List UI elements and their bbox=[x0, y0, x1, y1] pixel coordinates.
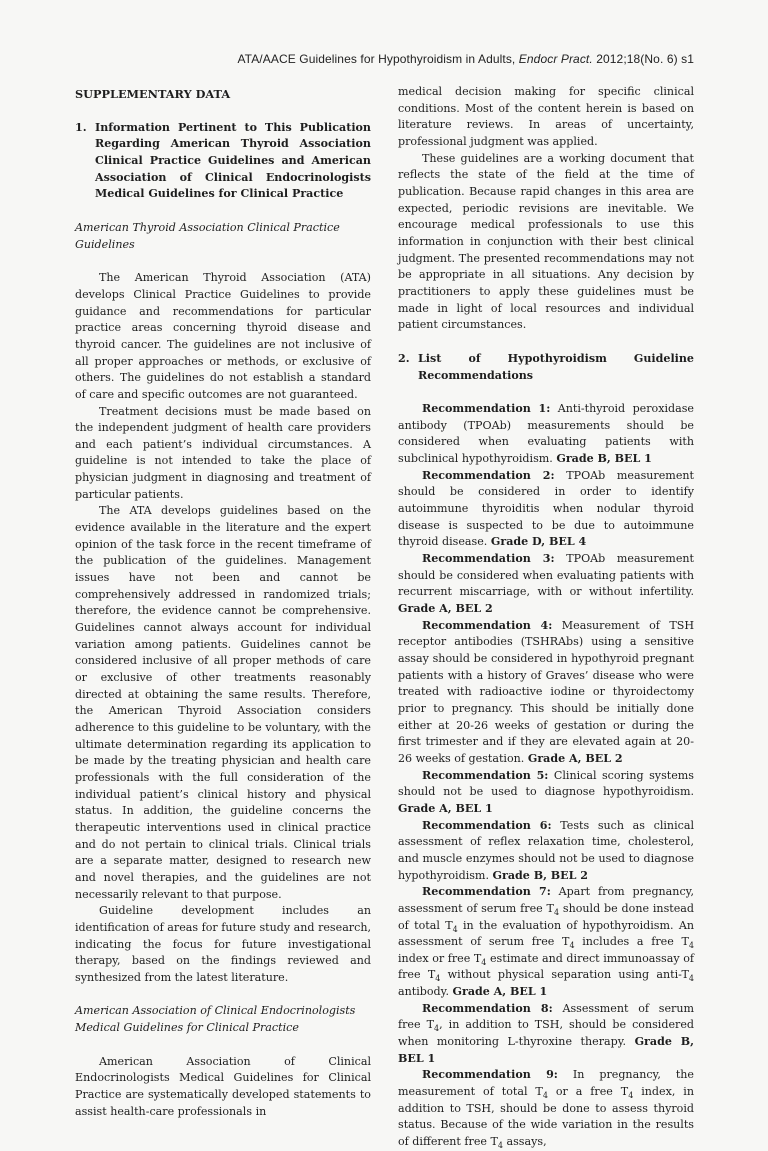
recommendation-label: Recommendation 3: bbox=[422, 552, 555, 566]
continued-paragraph: medical decision making for specific clinical conditions. Most of the content herein is based on literature reviews. In areas of uncertainty, professional judgment was applied. bbox=[398, 85, 694, 148]
recommendation-text: or a free T bbox=[547, 1085, 629, 1099]
ata-paragraph: The ATA develops guidelines based on the evidence available in the literature and the expert opinion of the task force in the recent timeframe of the publication of the guidelines. Management issues have not been and cannot be comprehensively addressed in randomized trials; therefore, the evidence cannot be comprehensive. Guidelines cannot always account for individual variation among patients. Guidelines cannot be considered inclusive of all proper methods of care or exclusive of other treatments reasonably directed at obtaining the same results. Therefore, the American Thyroid Association considers adherence to this guideline to be voluntary, with the ultimate determination regarding its application to be made by the treating physician and health care professionals with the full consideration of the individual patient’s clinical history and physical status. In addition, the guideline concerns the therapeutic interventions used in clinical practice and do not pertain to clinical trials. Clinical trials are a separate matter, designed to research new and novel therapies, and the guidelines are not necessarily relevant to that purpose. bbox=[75, 504, 371, 901]
recommendation bbox=[398, 1001, 694, 1068]
subscript: 4 bbox=[481, 957, 487, 967]
recommendation-text: index or free T bbox=[398, 951, 482, 965]
recommendation bbox=[398, 1067, 694, 1150]
ata-paragraph: Treatment decisions must be made based on the independent judgment of health care providers and each patient’s individual circumstances. A guideline is not intended to take the place of physician judgment in diagnosing and treatment of particular patients. bbox=[75, 404, 371, 501]
recommendation-grade: Grade B, BEL 1 bbox=[556, 452, 652, 466]
header-citation: 2012;18(No. 6) bbox=[596, 52, 678, 66]
subscript: 4 bbox=[553, 907, 560, 917]
recommendation-text: TPOAb measurement should be considered when evaluating patients with recurrent miscarriage, with or without infertility. bbox=[398, 552, 694, 599]
recommendation bbox=[398, 768, 694, 818]
recommendation-grade: Grade B, BEL 1 bbox=[398, 1035, 694, 1065]
recommendation-text: , in addition to TSH, should be considered when monitoring L-thyroxine therapy. bbox=[398, 1018, 694, 1049]
working-document-paragraph: These guidelines are a working document that reflects the state of the field at the time of publication. Because rapid changes in this area are expected, periodic revisions are inevitable. We encourage medical professionals to use this information in conjunction with their best clinical judgment. The presented recommendations may not be appropriate in all situations. Any decision by practitioners to apply these guidelines must be made in light of local resources and individual patient circumstances. bbox=[398, 151, 694, 332]
recommendation-label: Recommendation 1: bbox=[422, 402, 551, 416]
recommendation-grade: Grade A, BEL 2 bbox=[527, 751, 623, 765]
recommendation-label: Recommendation 6: bbox=[422, 818, 552, 832]
left-column bbox=[75, 84, 371, 1120]
recommendation bbox=[398, 401, 694, 468]
recommendation-text: antibody. bbox=[398, 985, 449, 999]
recommendation-label: Recommendation 4: bbox=[422, 618, 553, 632]
section-label: SUPPLEMENTARY DATA bbox=[75, 87, 231, 101]
header-journal: Endocr Pract. bbox=[518, 52, 593, 66]
subscript: 4 bbox=[569, 941, 575, 951]
recommendation-text: In pregnancy, the measurement of total T bbox=[398, 1068, 694, 1099]
running-header bbox=[237, 52, 694, 66]
recommendation-text: should be done instead of total T bbox=[398, 901, 694, 932]
recommendation bbox=[398, 618, 694, 768]
recommendation-grade: Grade D, BEL 4 bbox=[490, 535, 587, 549]
subscript: 4 bbox=[688, 974, 694, 984]
recommendation-text: Anti-thyroid peroxidase antibody (TPOAb) measurements should be considered when evaluating patients with subclinical hypothyroidism. bbox=[398, 402, 694, 466]
header-title: ATA/AACE Guidelines for Hypothyroidism in Adults, bbox=[237, 52, 516, 66]
recommendation-text: Apart from pregnancy, assessment of serum free T bbox=[398, 885, 694, 915]
subscript: 4 bbox=[688, 941, 694, 951]
section-number: 1. bbox=[75, 120, 87, 134]
aace-subheading: American Association of Clinical Endocrinologists Medical Guidelines for Clinical Practice bbox=[75, 1004, 356, 1035]
section-title: List of Hypothyroidism Guideline Recommendations bbox=[418, 351, 694, 382]
aace-paragraph: American Association of Clinical Endocrinologists Medical Guidelines for Clinical Practice are systematically developed statements to assist health-care professionals in bbox=[75, 1054, 371, 1118]
recommendation-grade: Grade A, BEL 1 bbox=[398, 801, 493, 815]
subscript: 4 bbox=[452, 924, 458, 934]
recommendation-grade: Grade B, BEL 2 bbox=[492, 868, 589, 882]
ata-subheading: American Thyroid Association Clinical Practice Guidelines bbox=[75, 220, 340, 251]
right-column bbox=[398, 84, 694, 1151]
recommendation-text: Tests such as clinical assessment of reflex relaxation time, cholesterol, and muscle enzymes should not be used to diagnose hypothyroidism. bbox=[398, 818, 694, 882]
recommendation-text: assays, bbox=[502, 1135, 547, 1149]
section-number: 2. bbox=[398, 351, 410, 365]
section-heading-2 bbox=[398, 351, 694, 384]
recommendation-text: index, in addition to TSH, should be done to assess thyroid status. Because of the wide variation in the results of different free T bbox=[398, 1085, 694, 1149]
section-title: Information Pertinent to This Publication Regarding American Thyroid Association Clinical Practice Guidelines and American Association of Clinical Endocrinologists Medical Guidelines for Clinical Practice bbox=[95, 120, 371, 201]
recommendation-text: Measurement of TSH receptor antibodies (TSHRAbs) using a sensitive assay should be considered in hypothyroid pregnant patients with a history of Graves’ disease who were treated with radioactive iodine or thyroidectomy prior to pregnancy. This should be initially done either at 20-26 weeks of gestation or during the first trimester and if they are elevated again at 20-26 weeks of gestation. bbox=[398, 618, 694, 765]
recommendation-text: without physical separation using anti-T bbox=[440, 968, 689, 982]
recommendation bbox=[398, 551, 694, 618]
recommendation-label: Recommendation 5: bbox=[422, 768, 549, 782]
recommendation-grade: Grade A, BEL 2 bbox=[398, 602, 493, 616]
recommendation bbox=[398, 468, 694, 551]
ata-paragraph: Guideline development includes an identification of areas for future study and research, indicating the focus for future investigational therapy, based on the findings reviewed and synthesized from the latest literature. bbox=[75, 904, 371, 984]
recommendation-grade: Grade A, BEL 1 bbox=[452, 985, 548, 999]
recommendation-label: Recommendation 2: bbox=[422, 468, 555, 482]
section-heading-1 bbox=[75, 120, 371, 203]
ata-paragraph: The American Thyroid Association (ATA) develops Clinical Practice Guidelines to provide guidance and recommendations for particular practice areas concerning thyroid disease and thyroid cancer. The guidelines are not inclusive of all proper approaches or methods, or exclusive of others. The guidelines do not establish a standard of care and specific outcomes are not guaranteed. bbox=[75, 271, 371, 401]
recommendation bbox=[398, 818, 694, 885]
subscript: 4 bbox=[628, 1091, 634, 1101]
recommendation-text: includes a free T bbox=[574, 935, 689, 949]
subscript: 4 bbox=[433, 1024, 440, 1034]
subscript: 4 bbox=[497, 1141, 503, 1151]
recommendation-text: in the evaluation of hypothyroidism. An assessment of serum free T bbox=[398, 918, 694, 949]
recommendation-text: estimate and direct immunoassay of free T bbox=[398, 951, 694, 982]
subscript: 4 bbox=[435, 974, 441, 984]
recommendation-label: Recommendation 9: bbox=[422, 1068, 558, 1082]
recommendation-text: Assessment of serum free T bbox=[398, 1001, 694, 1032]
recommendation-label: Recommendation 8: bbox=[422, 1001, 553, 1015]
recommendation bbox=[398, 884, 694, 1001]
recommendation-label: Recommendation 7: bbox=[422, 885, 551, 899]
header-page-number: s1 bbox=[681, 52, 694, 66]
recommendation-text: Clinical scoring systems should not be used to diagnose hypothyroidism. bbox=[398, 768, 694, 799]
subscript: 4 bbox=[542, 1091, 548, 1101]
recommendation-text: TPOAb measurement should be considered in order to identify autoimmune thyroiditis when nodular thyroid disease is suspected to be due to autoimmune thyroid disease. bbox=[398, 468, 694, 549]
